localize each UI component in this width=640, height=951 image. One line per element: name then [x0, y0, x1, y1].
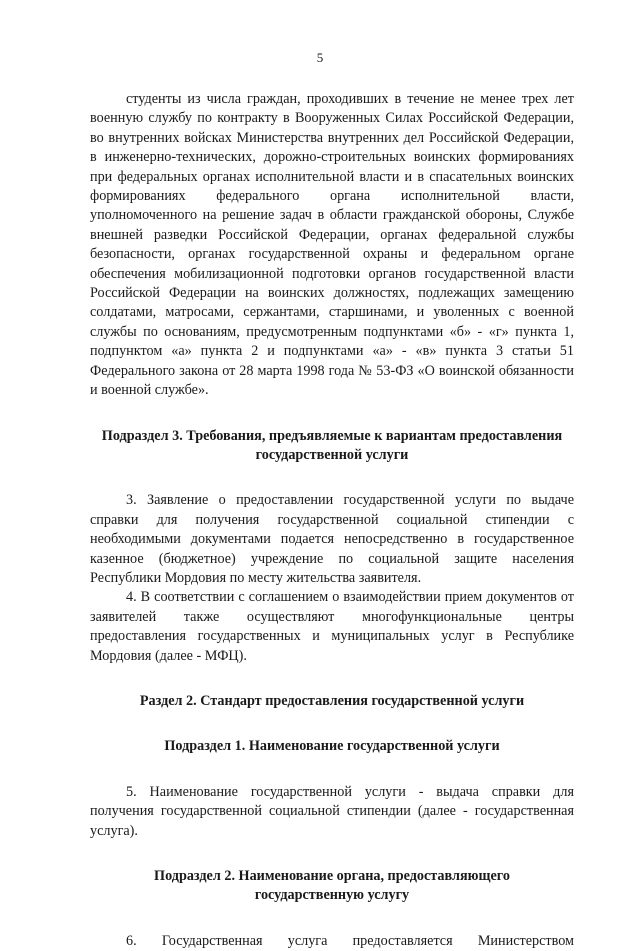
paragraph-6	[90, 932, 574, 951]
subsection-2-heading-line1: Подраздел 2. Наименование органа, предоставляющего	[154, 868, 510, 884]
paragraph-6-word: Министерством	[477, 932, 574, 949]
paragraph-6-word: Государственная	[161, 932, 263, 949]
paragraph-3: 3. Заявление о предоставлении государственной услуги по выдаче справки для получения государственной социальной стипендии с необходимыми документами подается непосредственно в государственное казенное (бюджетное) учреждение по социальной защите населения Республики Мордовия по месту жительства заявителя.	[90, 492, 574, 586]
subsection-2-heading-line2: государственную услугу	[254, 887, 410, 904]
paragraph-5: 5. Наименование государственной услуги - выдача справки для получения государственной социальной стипендии (далее - государственная услуга).	[90, 783, 574, 839]
paragraph-students: студенты из числа граждан, проходивших в течение не менее трех лет военную службу по контракту в Вооруженных Силах Российской Федерации, во внутренних войсках Министерства внутренних дел Российской Федерации, в инженерно-технических, дорожно-строительных воинских формированиях при федеральных органах исполнительной власти и в спасательных воинских формированиях федерального органа исполнительной власти, уполномоченного на решение задач в области гражданской обороны, Службе внешней разведки Российской Федерации, органах федеральной службы безопасности, органах государственной охраны и федеральном органе обеспечения мобилизационной подготовки органов государственной власти Российской Федерации на воинских должностях, подлежащих замещению солдатами, матросами, сержантами, старшинами, и уволенных с военной службы по основаниям, предусмотренным подпунктами «б» - «г» пункта 1, подпунктом «а» пункта 2 и подпунктами «а» - «в» пункта 3 статьи 51 Федерального закона от 28 марта 1998 года № 53-ФЗ «О воинской обязанности и военной службе».	[90, 91, 574, 399]
subsection-3-heading-line2: государственной услуги	[255, 446, 409, 463]
paragraph-6-word: услуга	[287, 932, 328, 949]
section-2-heading: Раздел 2. Стандарт предоставления государственной услуги	[139, 692, 525, 709]
paragraph-6-word: 6.	[126, 932, 137, 949]
paragraph-4: 4. В соответствии с соглашением о взаимодействии прием документов от заявителей также осуществляют многофункциональные центры предоставления государственных и муниципальных услуг в Республике Мордовия (далее - МФЦ).	[90, 589, 574, 664]
page-number: 5	[316, 50, 324, 65]
subsection-1-heading: Подраздел 1. Наименование государственной услуги	[164, 738, 500, 755]
document-body	[90, 90, 574, 951]
subsection-3-heading-line1: Подраздел 3. Требования, предъявляемые к вариантам предоставления	[101, 427, 563, 444]
paragraph-6-word: предоставляется	[352, 932, 453, 949]
